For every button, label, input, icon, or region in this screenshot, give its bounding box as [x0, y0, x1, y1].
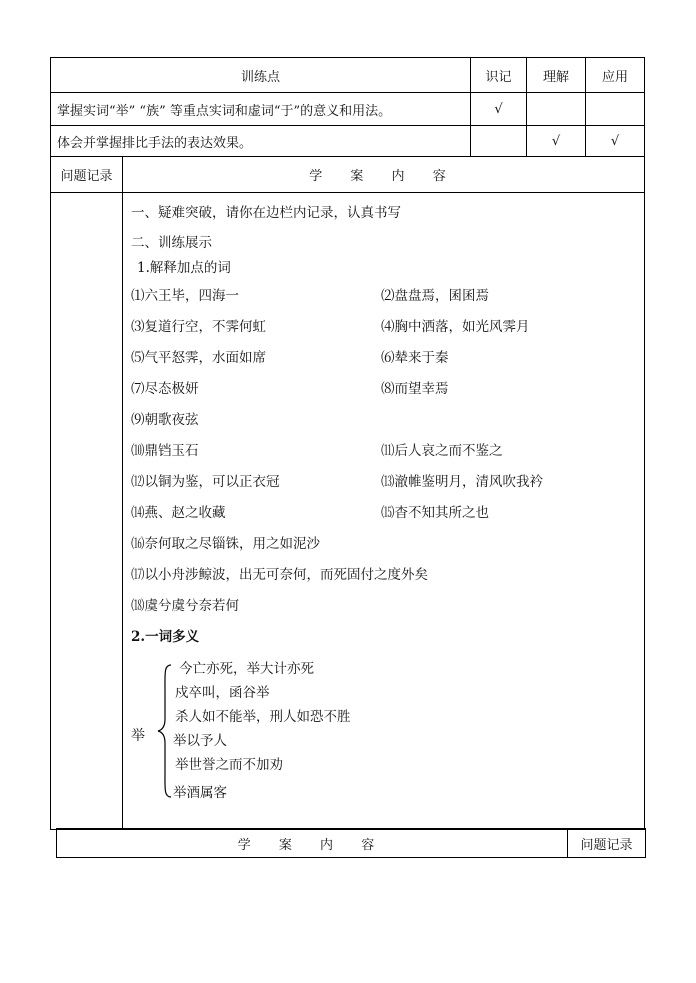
exercise-item: ⒀澈帷鉴明月，清风吹我衿	[381, 474, 543, 490]
objectives-header-row	[51, 58, 645, 93]
check-understand	[527, 93, 586, 126]
polysemy-item: 戍卒叫，函谷举	[175, 685, 270, 701]
study-plan-content-row	[51, 193, 645, 830]
exercise-item: ⑶复道行空，不霁何虹	[131, 319, 266, 335]
objective-row	[51, 93, 645, 126]
exercise-item: ⒃奈何取之尽锱铢，用之如泥沙	[131, 536, 320, 552]
check-memorize	[471, 126, 527, 157]
objective-text: 体会并掌握排比手法的表达效果。	[51, 126, 471, 157]
subsection-polysemy: 2.一词多义	[131, 629, 200, 645]
exercise-item: ⑽鼎铛玉石	[131, 443, 199, 459]
check-apply: √	[586, 126, 645, 157]
exercise-item: ⑻而望幸焉	[381, 381, 449, 397]
header-training-point: 训练点	[51, 58, 471, 93]
subsection-explain-words: 1.解释加点的词	[137, 260, 231, 276]
exercise-item: ⑿以铜为鉴，可以正衣冠	[131, 474, 280, 490]
exercise-item: ⒁燕、赵之收藏	[131, 505, 226, 521]
polysemy-item: 今亡亦死，举大计亦死	[179, 661, 314, 677]
objective-text: 掌握实词“举” “族” 等重点实词和虚词“于”的意义和用法。	[51, 93, 471, 126]
exercise-item: ⑷胸中洒落，如光风霁月	[381, 319, 530, 335]
exercise-item: ⒅虞兮虞兮奈若何	[131, 598, 239, 614]
check-apply	[586, 93, 645, 126]
footer-table	[56, 828, 646, 858]
polysemy-item: 杀人如不能举，刑人如恐不胜	[175, 709, 351, 725]
objectives-table	[50, 57, 645, 157]
polysemy-item: 举世誉之而不加劝	[175, 757, 283, 773]
header-question-record: 问题记录	[51, 157, 123, 193]
study-plan-header-row	[51, 157, 645, 193]
check-understand: √	[527, 126, 586, 157]
exercise-item: ⑺尽态极妍	[131, 381, 199, 397]
section-difficulty: 一、疑难突破，请你在边栏内记录，认真书写	[131, 205, 401, 221]
study-content-cell	[123, 193, 645, 830]
question-record-cell[interactable]	[51, 193, 123, 830]
section-practice: 二、训练展示	[131, 235, 212, 251]
exercise-item: ⑹辇来于秦	[381, 350, 449, 366]
header-understand: 理解	[527, 58, 586, 93]
header-memorize: 识记	[471, 58, 527, 93]
polysemy-item: 举酒属客	[173, 785, 227, 801]
exercise-item: ⑸气平怒霁，水面如席	[131, 350, 266, 366]
exercise-item: ⒄以小舟涉鲸波，出无可奈何，而死固付之度外矣	[131, 567, 428, 583]
objective-row	[51, 126, 645, 157]
exercise-item: ⑴六王毕，四海一	[131, 288, 239, 304]
brace-icon	[157, 663, 173, 799]
header-apply: 应用	[586, 58, 645, 93]
exercise-item: ⑼朝歌夜弦	[131, 412, 199, 428]
footer-question-record: 问题记录	[568, 829, 646, 858]
exercise-item: ⒂杳不知其所之也	[381, 505, 489, 521]
polysemy-word: 举	[131, 728, 145, 744]
polysemy-item: 举以予人	[173, 733, 227, 749]
check-memorize: √	[471, 93, 527, 126]
footer-header-row	[57, 829, 646, 858]
exercise-item: ⑵盘盘焉，囷囷焉	[381, 288, 489, 304]
exercise-item: ⑾后人哀之而不鉴之	[381, 443, 503, 459]
header-study-content: 学 案 内 容	[123, 157, 645, 193]
study-plan-table	[50, 156, 645, 830]
footer-study-content: 学 案 内 容	[57, 829, 568, 858]
